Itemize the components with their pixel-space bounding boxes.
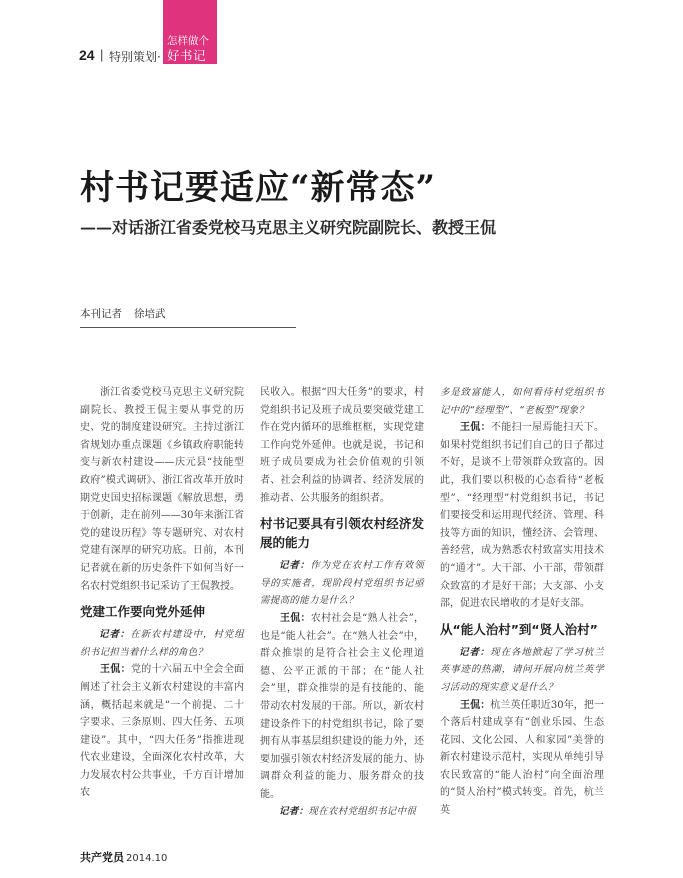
intro-paragraph: 浙江省委党校马克思主义研究院副院长、教授王侃主要从事党的历史、党的制度建设研究。主持过浙江省规划办重点课题《乡镇政府职能转变与新农村建设——庆元县“技能型政府”模式调研》、浙江省改革开放时期党史国史招标课题《解放思想，勇于创新，走在前列——30年来浙江省党的建设历程》等专题研究、对农村党建有深厚的研究功底。日前，本刊记者就在新的历史条件下如何当好一名农村党组织书记采访了王侃教授。 [80,387,244,592]
column-badge [163,0,217,64]
question-2-text: 作为党在农村工作有效领导的实施者，现阶段村党组织书记亟需提高的能力是什么？ [260,560,424,607]
column-2 [260,384,424,821]
issue-date: 2014.10 [126,853,168,864]
speaker-reporter: 记者： [279,806,309,818]
column-badge-line1: 怎样做个 [167,35,209,47]
answer-2 [260,610,424,804]
speaker-wangkan: 王侃： [100,664,131,676]
byline-name: 徐培武 [134,308,166,320]
question-1 [80,626,244,661]
footer [80,849,167,865]
question-3 [260,803,424,821]
speaker-wangkan: 王侃： [280,612,311,624]
column-3 [440,384,604,820]
page-number: 24 [79,47,95,63]
column-1 [80,384,244,802]
answer-2-text: 农村社会是“熟人社会”，也是“能人社会”。在“熟人社会”中，群众推崇的是符合社会主义伦理道德、公平正派的干部；在“能人社会”里，群众推崇的是有技能的、能带动农村发展的干部。所以，新农村建设条件下的村党组织书记，除了要拥有从事基层组织建设的能力外，还要加强引领农村经济发展的能力、协调群众利益的能力、服务群众的技能。 [260,612,424,800]
question-1-text: 在新农村建设中，村党组织书记担当着什么样的角色？ [80,629,244,658]
speaker-wangkan: 王侃： [460,699,491,711]
question-3-text: 现在农村党组织书记中很 [308,806,417,818]
answer-3 [440,419,604,613]
article-title: 村书记要适应“新常态” [80,168,437,208]
answer-4 [440,697,604,820]
column-badge-line2: 好书记 [167,48,207,63]
byline-label: 本刊记者 [80,308,122,320]
header-separator: | [100,47,104,62]
section-heading-1: 党建工作要向党外延伸 [80,604,206,620]
byline-rule [80,327,296,328]
section-label: 特别策划· [109,50,161,64]
question-4 [440,644,604,697]
speaker-reporter: 记者： [459,646,491,658]
answer-1-text: 党的十六届五中全会全面阐述了社会主义新农村建设的丰富内涵，概括起来就是“一个前提、二十字要求、三条原则、四大任务、五项建设”。其中，“四大任务”指推进现代农业建设，全面深化农村改革，大力发展农村公共事业，千方百计增加农 [80,664,245,799]
speaker-reporter: 记者： [99,629,131,641]
question-3-continued: 多是致富能人，如何看待村党组织书记中的“经理型”、“老板型”现象？ [440,387,604,416]
magazine-name: 共产党员 [80,851,124,864]
speaker-reporter: 记者： [279,560,311,572]
section-heading-2: 村书记要具有引领农村经济发展的能力 [260,516,424,551]
answer-1-continued: 民收入。根据“四大任务”的要求，村党组织书记及班子成员要突破党建工作在党内循环的思维框框，实现党建工作向党外延伸。也就是说，书记和班子成员要成为社会价值观的引领者、社会利益的协调者、经济发展的推动者、公共服务的组织者。 [260,387,424,504]
answer-3-text: 不能扫一屋焉能扫天下。如果村党组织书记们自己的日子都过不好，是谈不上带领群众致富的。因此，我们要以积极的心态看待“老板型”、“经理型”村党组织书记，书记们要接受和运用现代经济、管理、科技等方面的知识，懂经济、会管理、善经营，成为熟悉农村致富实用技术的“通才”。大干部、小干部，带领群众致富的才是好干部；大支部、小支部，促进农民增收的才是好支部。 [440,422,605,610]
speaker-wangkan: 王侃： [460,422,491,434]
answer-1 [80,661,244,802]
answer-4-text: 杭兰英任职近30年，把一个落后村建成享有“创业乐园、生态花园、文化公园、人和家园”美誉的新农村建设示范村，实现从单纯引导农民致富的“能人治村”向全面治理的“贤人治村”模式转变。首先，杭兰英 [440,699,604,817]
question-2 [260,557,424,610]
section-heading-3: 从“能人治村”到“贤人治村” [440,621,598,637]
question-4-text: 现在各地掀起了学习杭兰英事迹的热潮，请问开展向杭兰英学习活动的现实意义是什么？ [440,646,604,693]
byline [80,306,166,321]
article-subtitle: ——对话浙江省委党校马克思主义研究院副院长、教授王侃 [80,218,497,237]
